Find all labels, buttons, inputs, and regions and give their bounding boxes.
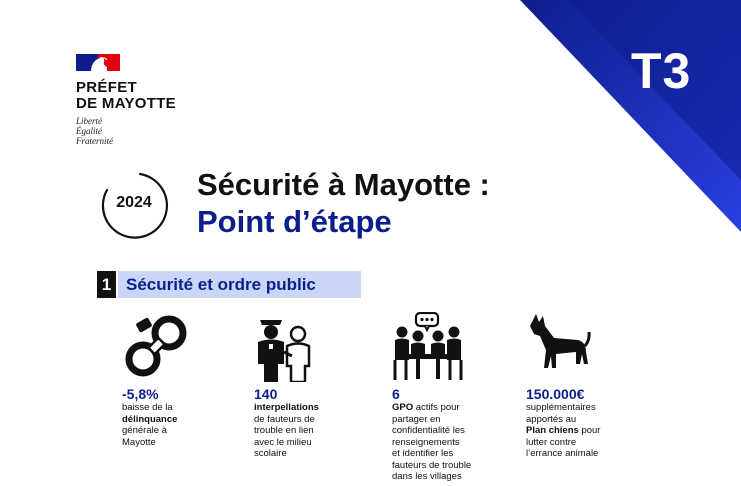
stat-dog-plan: [526, 312, 600, 460]
stat-text: actifs pour: [413, 402, 460, 413]
stat-text: fauteurs de trouble: [392, 459, 472, 471]
prefecture-line1: PRÉFET: [76, 79, 137, 96]
prefecture-name: [76, 80, 176, 112]
meeting-group-icon: [392, 312, 464, 382]
motto-liberte: Liberté: [76, 116, 102, 126]
stat-description: [122, 402, 190, 448]
motto-egalite: Égalité: [76, 126, 102, 136]
stat-keyword: GPO: [392, 402, 414, 413]
stat-description: [392, 402, 471, 483]
stat-line: [122, 437, 190, 449]
stat-arrests: [254, 312, 319, 460]
stat-keyword: interpellations: [254, 402, 319, 413]
prefecture-line2: DE MAYOTTE: [76, 95, 176, 112]
marianne-flag-icon: [76, 54, 120, 71]
stat-line: [122, 402, 190, 414]
stat-line: [254, 425, 319, 437]
dog-icon: [526, 312, 592, 382]
page-title: Sécurité à Mayotte :: [197, 167, 490, 202]
stat-text: générale à: [122, 425, 167, 436]
section-number: 1: [97, 271, 116, 298]
stat-text: confidentialité les: [392, 425, 465, 436]
stat-line: [254, 437, 319, 449]
stat-line: [254, 402, 319, 414]
stat-line: [254, 414, 319, 426]
stat-value: 140: [254, 386, 278, 402]
stat-text: baisse de la: [122, 402, 173, 413]
stat-description: [526, 402, 600, 460]
stat-line: [392, 460, 471, 472]
stat-text: partager en: [392, 413, 441, 425]
stat-line: [392, 448, 471, 460]
stat-value: 6: [392, 386, 400, 402]
stat-text: Mayotte: [122, 436, 156, 448]
stat-line: [526, 402, 600, 414]
section-title: Sécurité et ordre public: [118, 271, 361, 298]
page-subtitle: Point d’étape: [197, 204, 392, 239]
stat-text: renseignements: [392, 436, 460, 448]
motto-fraternite: Fraternité: [76, 136, 113, 146]
stat-text: apportés au: [526, 413, 577, 425]
stat-line: [526, 448, 600, 460]
stat-text: trouble en lien: [254, 425, 314, 436]
stat-text: pour: [578, 425, 601, 436]
stat-line: [526, 414, 600, 426]
stat-text: de fauteurs de: [254, 413, 315, 425]
stat-line: [392, 414, 471, 426]
stat-line: [526, 425, 600, 437]
stat-delinquency: [122, 312, 190, 448]
stat-line: [122, 425, 190, 437]
stat-line: [122, 414, 190, 426]
stat-value: -5,8%: [122, 386, 159, 402]
stat-text: avec le milieu: [254, 436, 312, 448]
stat-text: scolaire: [254, 448, 287, 459]
republic-motto: [76, 116, 176, 146]
stat-value: 150.000€: [526, 386, 585, 402]
stat-text: dans les villages: [392, 471, 462, 482]
stat-gpo: [392, 312, 471, 483]
year-label: 2024: [116, 194, 152, 211]
stat-line: [254, 448, 319, 460]
stat-description: [254, 402, 319, 460]
stat-line: [392, 425, 471, 437]
stat-text: et identifier les: [392, 448, 454, 459]
stat-keyword: délinquance: [122, 413, 178, 425]
stat-line: [392, 471, 471, 483]
prefecture-logo: [76, 54, 176, 146]
stat-text: lutter contre: [526, 436, 577, 448]
stat-keyword: Plan chiens: [526, 425, 579, 436]
handcuffs-icon: [122, 312, 190, 382]
corner-label: T3: [631, 43, 692, 99]
stat-line: [526, 437, 600, 449]
police-officer-icon: [254, 312, 314, 382]
stat-line: [392, 402, 471, 414]
stat-text: l’errance animale: [526, 448, 599, 459]
stat-line: [392, 437, 471, 449]
stat-text: supplémentaires: [526, 402, 596, 413]
